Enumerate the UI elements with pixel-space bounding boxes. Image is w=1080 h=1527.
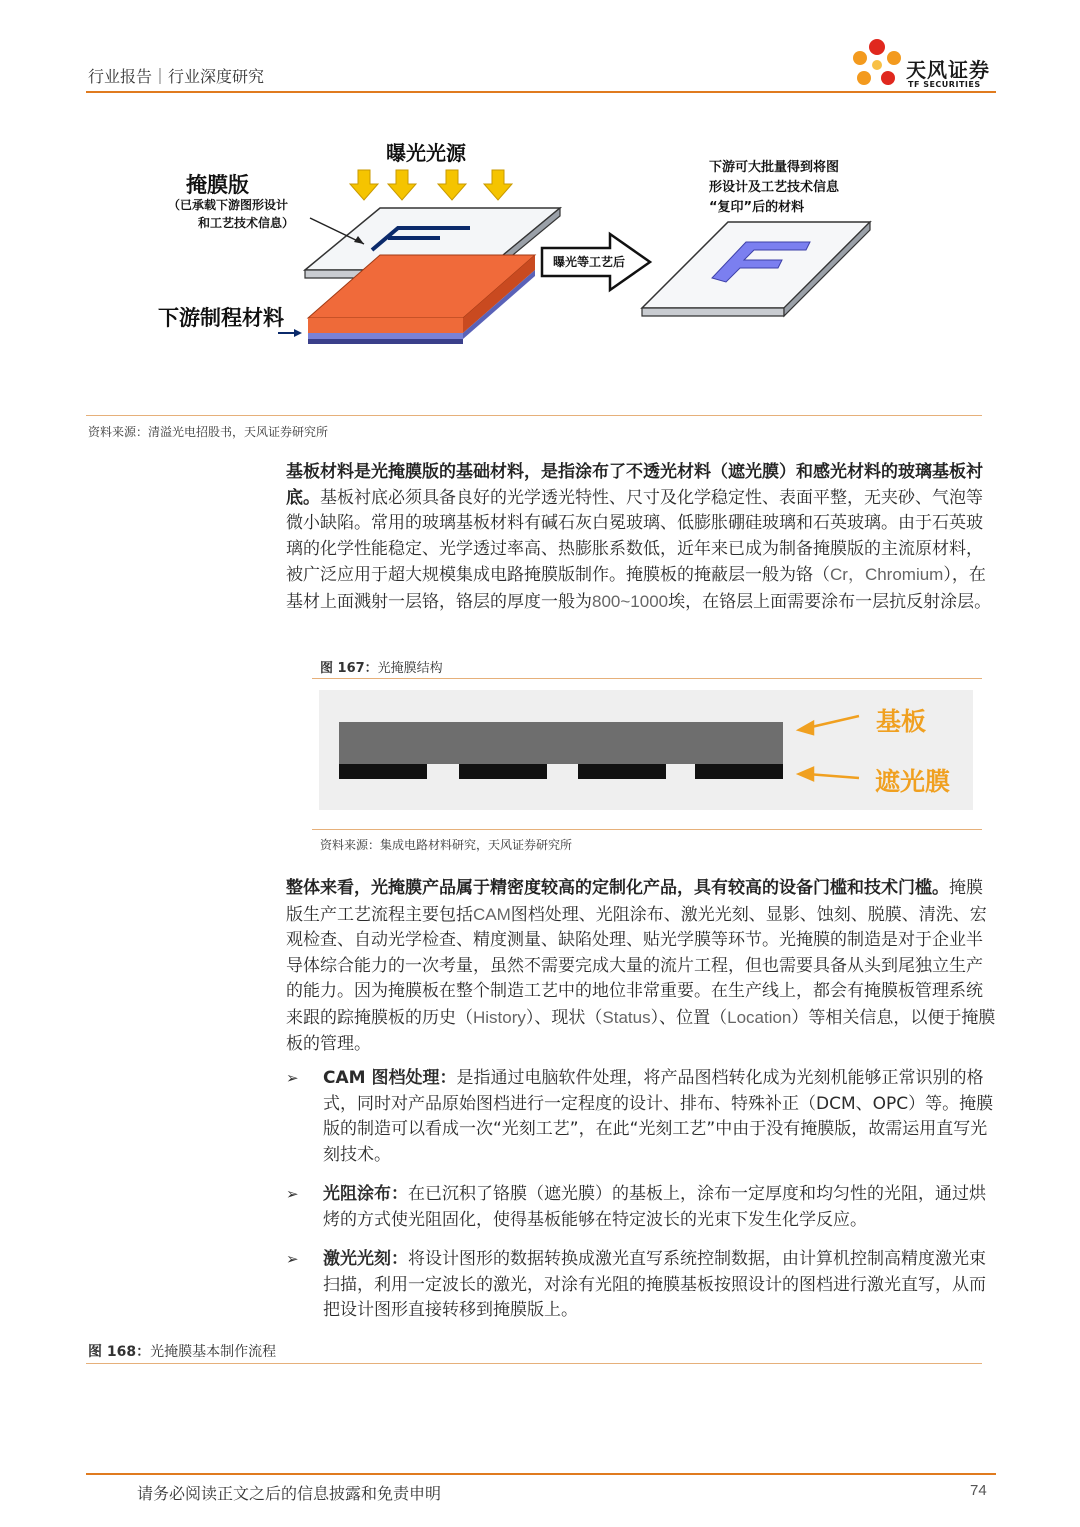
bullet-arrow-icon: ➢	[286, 1069, 299, 1087]
light-arrows-icon	[350, 170, 512, 200]
tf-logo-icon	[850, 38, 904, 90]
para2-history: History	[473, 1007, 526, 1027]
substrate-arrow-icon	[799, 716, 859, 734]
bullet-laser-title: 激光光刻：	[323, 1249, 408, 1269]
bullet-cam-title: CAM 图档处理：	[323, 1068, 457, 1088]
bullet-photoresist-title: 光阻涂布：	[323, 1184, 408, 1204]
result-label-1: 下游可大批量得到将图	[709, 160, 840, 175]
mask-label: 掩膜版	[186, 173, 249, 197]
figure167-title: 光掩膜结构	[377, 661, 443, 676]
substrate-label: 基板	[876, 707, 927, 736]
figure167-num: 图 167：	[320, 661, 378, 676]
figure167-bottom-divider	[312, 829, 982, 830]
para2-text-e: ）等相关信息，以便于掩膜板的管理。	[286, 1007, 996, 1054]
bullet-photoresist-text: 在已沉积了铬膜（遮光膜）的基板上，涂布一定厚度和均匀性的光阻，通过烘烤的方式使光阻固化，使得基板能够在特定波长的光束下发生化学反应。	[323, 1184, 986, 1230]
downstream-label: 下游制程材料	[158, 306, 284, 330]
footer-disclaimer: 请务必阅读正文之后的信息披露和免责申明	[137, 1484, 442, 1503]
bullet-arrow-icon: ➢	[286, 1185, 299, 1203]
para1-text-a: 基板衬底必须具备良好的光学透光特性、尺寸及化学稳定性、表面平整，无夹砂、气泡等微小缺陷。常用的玻璃基板材料有碱石灰白冕玻璃、低膨胀硼硅玻璃和石英玻璃。由于石英玻璃的化学性能稳定、光学透过率高、热膨胀系数低，近年来已成为制备掩膜版的主流原材料，被广泛应用于超大规模集成电路掩膜版制作。掩膜板的掩蔽层一般为铬（	[286, 487, 983, 586]
para1-text-b: ），在基材上面溅射一层铬，铬层的厚度一般为	[286, 565, 986, 612]
logo-subtext: TF SECURITIES	[908, 80, 981, 89]
page-number: 74	[970, 1482, 987, 1499]
figure167-source: 资料来源：集成电路材料研究，天风证券研究所	[320, 838, 573, 852]
result-plate	[642, 222, 870, 316]
para2-text-a: 掩膜版生产工艺流程主要包括	[286, 878, 983, 925]
film-arrow-icon	[799, 768, 859, 780]
figure168-divider	[86, 1363, 982, 1364]
figure1-source: 资料来源：清溢光电招股书，天风证券研究所	[88, 425, 329, 439]
result-label-3: “复印”后的材料	[709, 200, 805, 215]
bullet-cam	[323, 1066, 998, 1168]
paragraph-process	[286, 876, 998, 1057]
figure168-num: 图 168：	[88, 1344, 151, 1360]
bullet-cam-text: 是指通过电脑软件处理，将产品图档转化成为光刻机能够正常识别的格式，同时对产品原始图档进行一定程度的设计、排布、特殊补正（DCM、OPC）等。掩膜版的制造可以看成一次“光刻工艺”，在此“光刻工艺”中由于没有掩膜版，故需运用直写光刻技术。	[323, 1068, 994, 1165]
header-divider	[86, 91, 996, 93]
para2-bold: 整体来看，光掩膜产品属于精密度较高的定制化产品，具有较高的设备门槛和技术门槛。	[286, 878, 949, 898]
para1-bold: 基板材料是光掩膜版的基础材料，是指涂布了不透光材料（遮光膜）和感光材料的玻璃基板衬底。	[286, 462, 983, 508]
bullet-photoresist	[323, 1182, 998, 1233]
bullet-laser-text: 将设计图形的数据转换成激光直写系统控制数据，由计算机控制高精度激光束扫描，利用一定波长的激光，对涂有光阻的掩膜基板按照设计的图档进行激光直写，从而把设计图形直接转移到掩膜版上。	[323, 1249, 986, 1321]
footer-divider	[86, 1473, 996, 1475]
figure168-caption	[88, 1341, 276, 1361]
figure1-source-divider	[86, 415, 982, 416]
para1-thickness: 800~1000	[592, 591, 669, 611]
bullet-arrow-icon: ➢	[286, 1250, 299, 1268]
para2-status: Status	[602, 1007, 651, 1027]
figure167-top-divider	[312, 678, 982, 679]
figure168-title: 光掩膜基本制作流程	[150, 1344, 277, 1360]
para2-text-c: ）、现状（	[525, 1007, 603, 1028]
process-arrow-label: 曝光等工艺后	[553, 255, 626, 269]
film-label: 遮光膜	[875, 767, 951, 796]
para1-text-c: 埃，在铬层上面需要涂布一层抗反射涂层。	[668, 591, 992, 612]
para1-cr: Cr，Chromium	[830, 565, 944, 585]
light-source-label: 曝光光源	[386, 141, 466, 165]
bullet-laser	[323, 1247, 998, 1324]
mask-note-1: （已承载下游图形设计	[168, 198, 289, 212]
report-category: 行业报告｜行业深度研究	[88, 67, 265, 86]
paragraph-substrate	[286, 460, 998, 616]
logo-text: 天风证券	[906, 58, 990, 82]
mask-note-2: 和工艺技术信息）	[198, 216, 295, 230]
para2-cam: CAM	[473, 904, 511, 924]
para2-text-b: 图档处理、光阻涂布、激光光刻、显影、蚀刻、脱膜、清洗、宏观检查、自动光学检查、精度测量、缺陷处理、贴光学膜等环节。光掩膜的制造是对于企业半导体综合能力的一次考量，虽然不需要完成大量的流片工程，但也需要具备从头到尾独立生产的能力。因为掩膜板在整个制造工艺中的地位非常重要。在生产线上，都会有掩膜板管理系统来跟的踪掩膜板的历史（	[286, 904, 987, 1028]
para2-location: Location	[727, 1007, 792, 1027]
result-label-2: 形设计及工艺技术信息	[709, 180, 840, 195]
figure167-caption	[320, 657, 443, 676]
para2-text-d: ）、位置（	[650, 1007, 728, 1028]
